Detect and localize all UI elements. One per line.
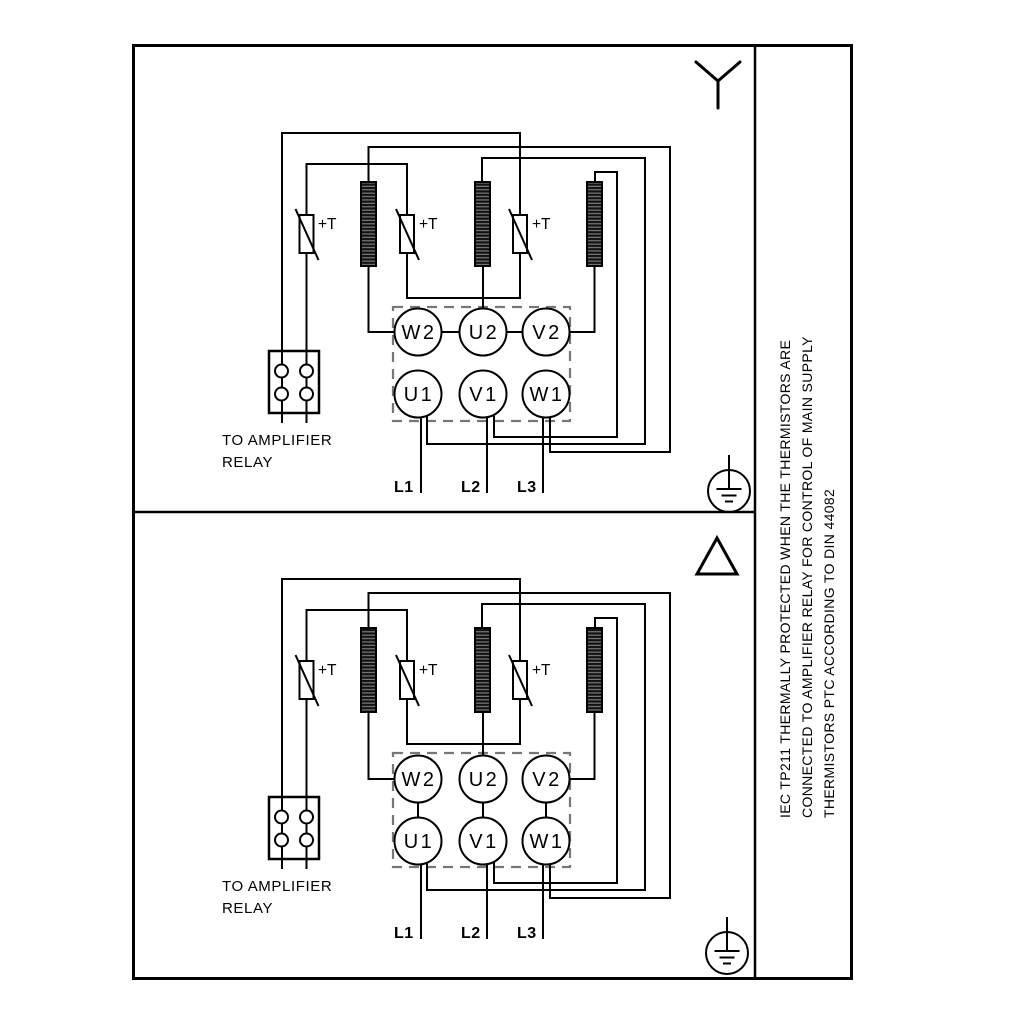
wire-thermistor1-thermistor2 — [307, 610, 408, 661]
winding-coil-u — [475, 182, 490, 266]
ground-icon — [708, 455, 750, 512]
thermistor-label: +T — [419, 216, 438, 233]
terminal-label-W1: W1 — [529, 384, 565, 406]
thermistor-label: +T — [532, 662, 551, 679]
ground-icon — [706, 917, 748, 974]
connector-pin — [275, 388, 288, 401]
side-note — [777, 336, 837, 818]
amplifier-relay-connector — [222, 351, 332, 471]
thermistors — [296, 655, 552, 706]
thermistor-label: +T — [419, 662, 438, 679]
windings — [361, 182, 602, 266]
terminal-label-W2: W2 — [401, 769, 437, 791]
supply-labels — [394, 925, 537, 942]
wire-thermistor2-thermistor3 — [407, 699, 520, 744]
supply-label-L3: L3 — [517, 479, 537, 496]
connector-pin — [275, 365, 288, 378]
supply-label-L3: L3 — [517, 925, 537, 942]
connector-pin — [300, 811, 313, 824]
relay-caption-line1: TO AMPLIFIER — [222, 878, 333, 895]
side-note-line1: IEC TP211 THERMALLY PROTECTED WHEN THE THERMISTORS ARE — [777, 339, 793, 818]
delta-connection-icon — [697, 538, 737, 574]
relay-caption-line2: RELAY — [222, 900, 274, 917]
connector-pin — [300, 834, 313, 847]
relay-caption-line2: RELAY — [222, 454, 274, 471]
wire-winding3-to-V2 — [570, 266, 595, 332]
connector-pin — [275, 834, 288, 847]
connector-box — [269, 797, 319, 859]
winding-coil-v — [587, 628, 602, 712]
terminal-label-V2: V2 — [532, 769, 562, 791]
thermistor-label: +T — [318, 216, 337, 233]
side-note-line3: THERMISTORS PTC ACCORDING TO DIN 44082 — [821, 488, 837, 818]
terminal-label-V2: V2 — [532, 322, 562, 344]
wire-thermistor2-thermistor3 — [407, 253, 520, 298]
terminal-label-V1: V1 — [469, 831, 499, 853]
amplifier-relay-connector — [222, 797, 332, 917]
panel-delta — [222, 538, 748, 974]
connector-box — [269, 351, 319, 413]
terminal-label-U1: U1 — [403, 831, 435, 853]
terminal-label-U1: U1 — [403, 384, 435, 406]
connector-pin — [300, 388, 313, 401]
side-note-line2: CONNECTED TO AMPLIFIER RELAY FOR CONTROL OF MAIN SUPPLY — [799, 336, 815, 818]
relay-caption-line1: TO AMPLIFIER — [222, 432, 333, 449]
wire-thermistor1-thermistor2 — [307, 164, 408, 215]
terminal-label-W1: W1 — [529, 831, 565, 853]
star-connection-icon — [696, 62, 740, 108]
supply-label-L2: L2 — [461, 479, 481, 496]
winding-coil-u — [475, 628, 490, 712]
connector-pin — [300, 365, 313, 378]
winding-coil-w — [361, 628, 376, 712]
thermistor-label: +T — [532, 216, 551, 233]
terminal-label-U2: U2 — [468, 769, 500, 791]
wire-winding1-to-W2 — [369, 266, 395, 332]
winding-coil-w — [361, 182, 376, 266]
supply-label-L1: L1 — [394, 925, 414, 942]
supply-label-L1: L1 — [394, 479, 414, 496]
connector-pin — [275, 811, 288, 824]
winding-coil-v — [587, 182, 602, 266]
thermistors — [296, 209, 552, 260]
supply-label-L2: L2 — [461, 925, 481, 942]
wire-winding3-to-V2 — [570, 712, 595, 779]
supply-labels — [394, 479, 537, 496]
terminal-label-W2: W2 — [401, 322, 437, 344]
thermistor-label: +T — [318, 662, 337, 679]
terminal-label-U2: U2 — [468, 322, 500, 344]
terminal-label-V1: V1 — [469, 384, 499, 406]
windings — [361, 628, 602, 712]
terminals — [395, 309, 570, 418]
panel-star — [222, 62, 750, 512]
wire-winding1-to-W2 — [369, 712, 395, 779]
